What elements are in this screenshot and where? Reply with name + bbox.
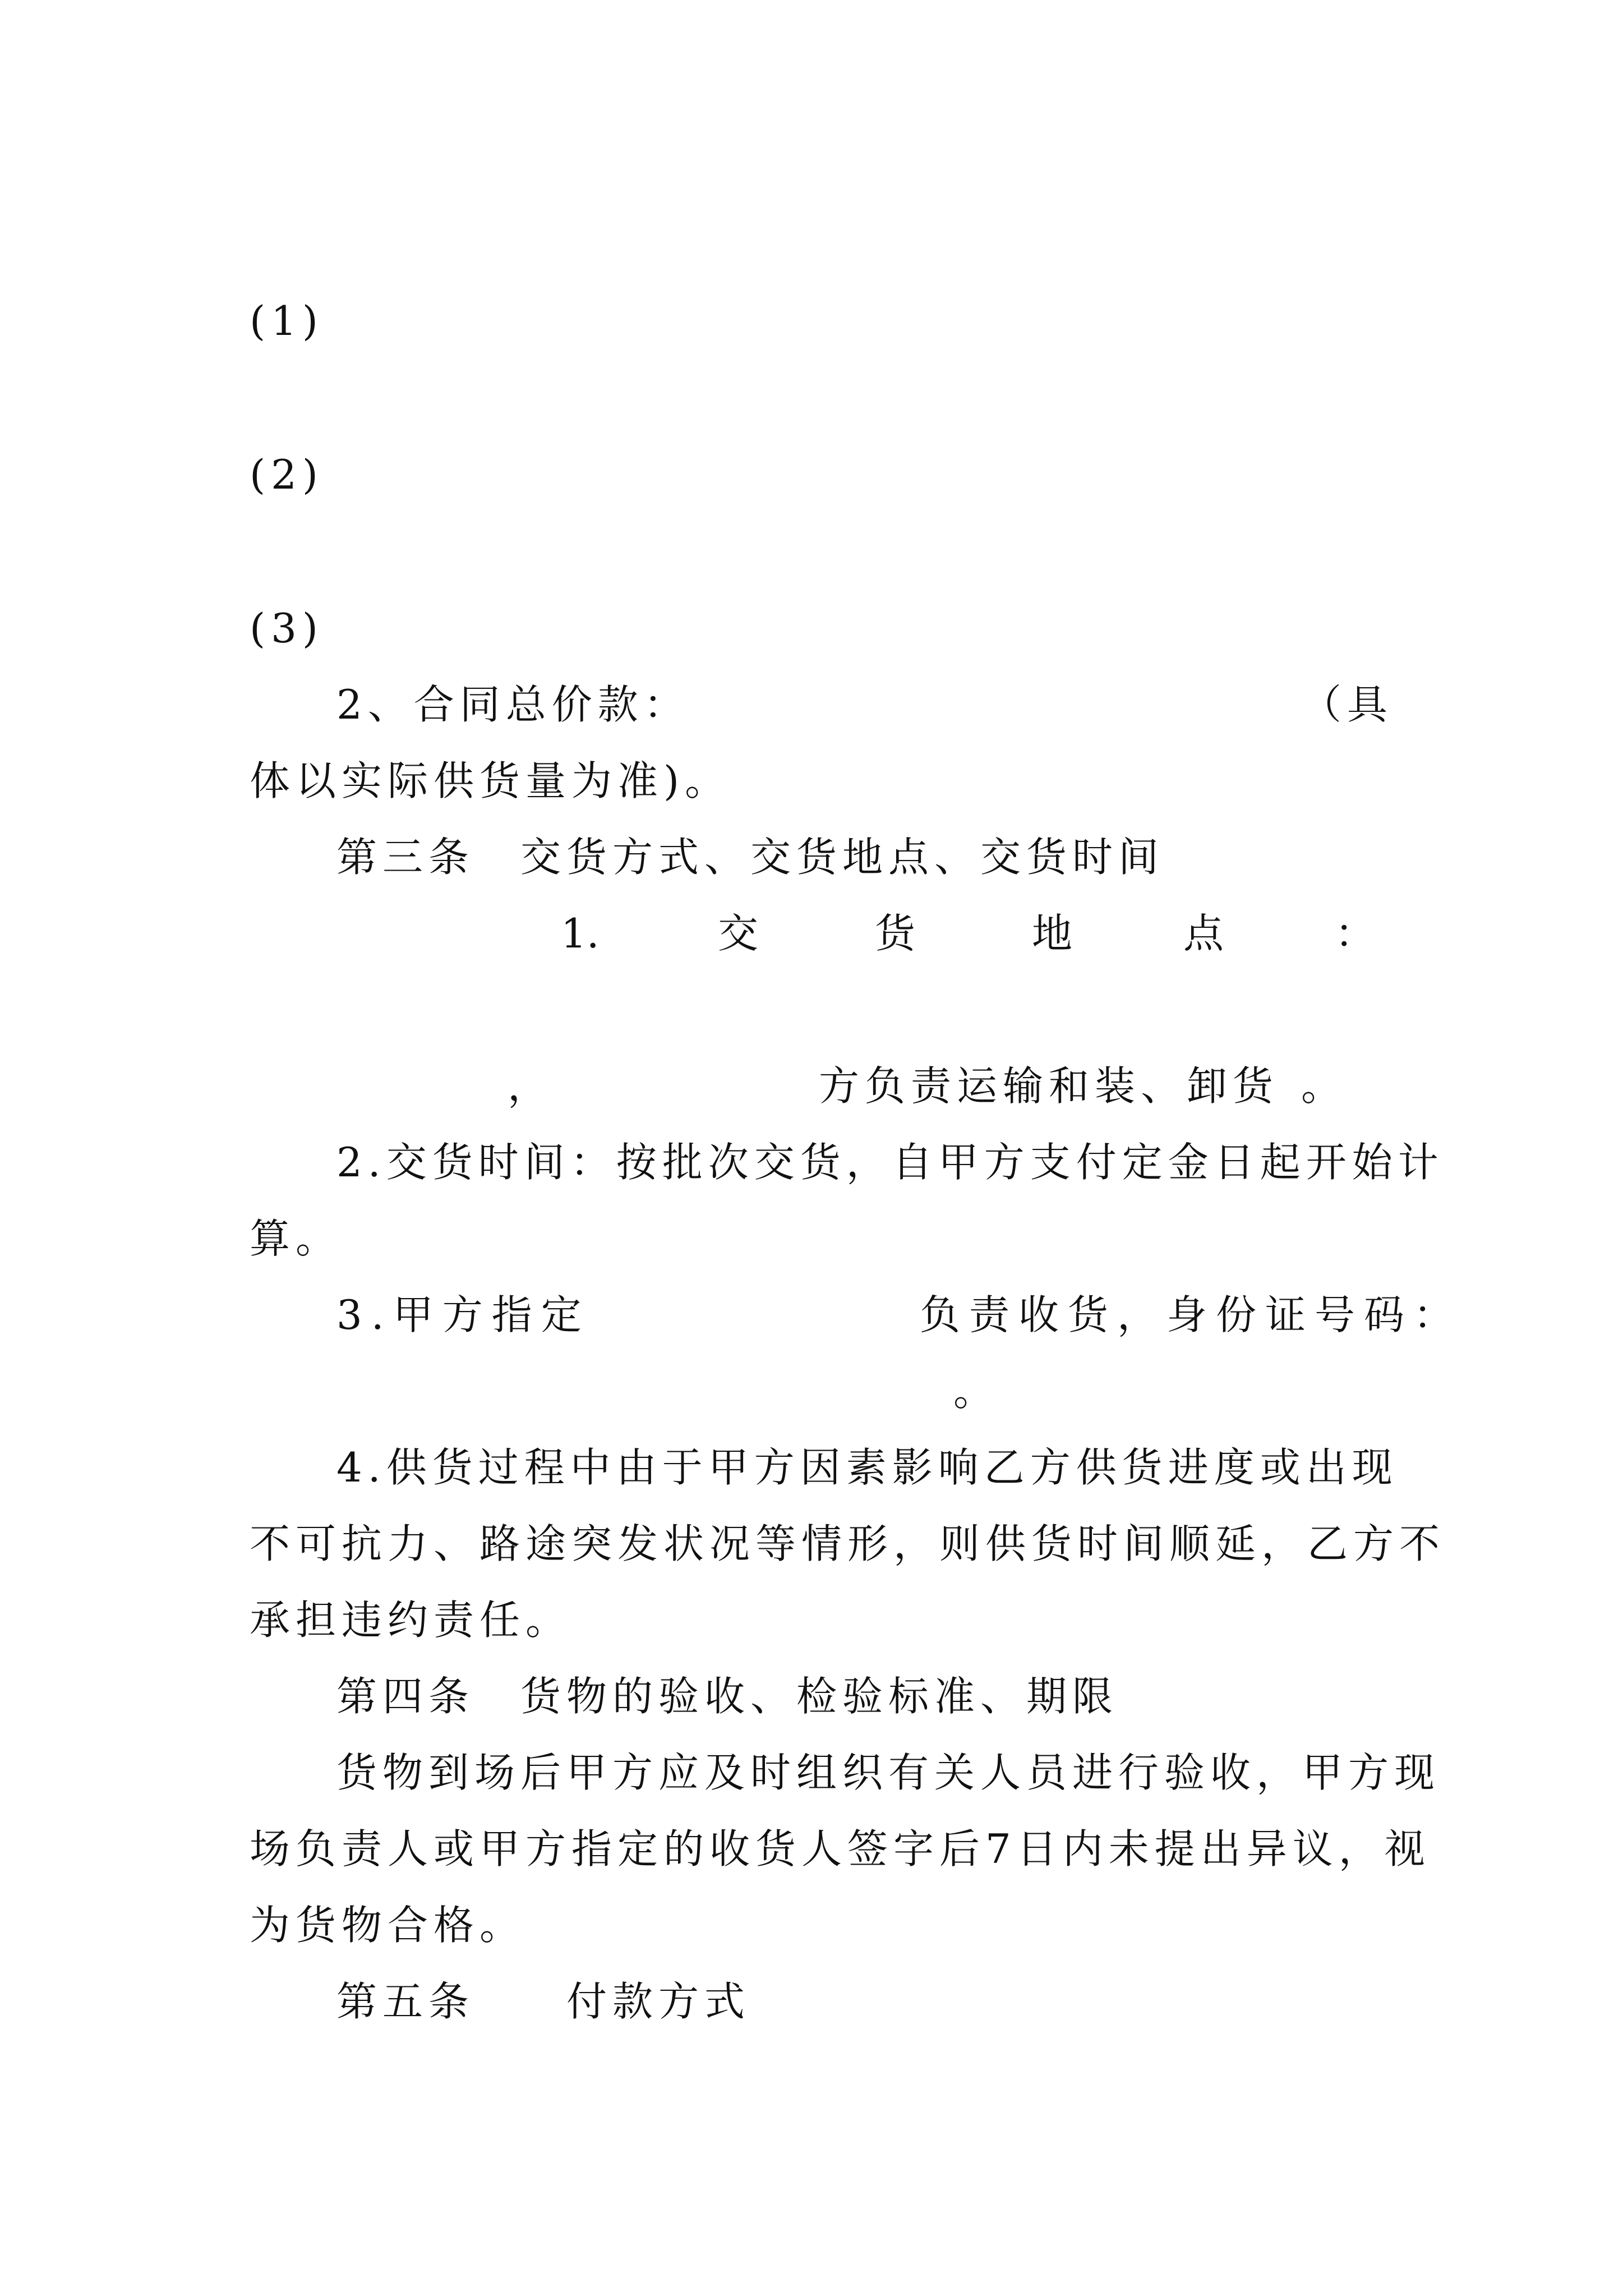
delivery-time-line-2: 算。 — [250, 1215, 342, 1262]
total-price-note: 体以实际供货量为准)。 — [250, 757, 731, 804]
delay-clause-line-1: 4.供货过程中由于甲方因素影响乙方供货进度或出现 — [336, 1444, 1398, 1491]
acceptance-line-2: 场负责人或甲方指定的收货人签字后7日内未提出异议，视 — [250, 1825, 1431, 1872]
delivery-place-char-1: 交 — [718, 910, 759, 957]
delivery-place-char-3: 地 — [1032, 910, 1073, 957]
delivery-place-num: 1. — [561, 910, 600, 957]
total-price-label: 2、合同总价款： — [336, 681, 690, 728]
article-5-heading: 第五条 付款方式 — [336, 1978, 751, 2025]
delivery-transport-text: 方负责运输和装、卸货 — [819, 1062, 1279, 1110]
delivery-place-char-4: 点 — [1183, 910, 1224, 957]
delivery-transport-end: 。 — [1301, 1062, 1348, 1110]
receiver-id-label: 负责收货，身份证号码： — [920, 1291, 1463, 1338]
delivery-place-char-2: 货 — [875, 910, 916, 957]
item-3: (3) — [250, 605, 324, 652]
receiver-id-end: 。 — [953, 1368, 1000, 1415]
delivery-comma: ， — [508, 1062, 554, 1110]
delivery-time-line-1: 2.交货时间：按批次交货，自甲方支付定金日起开始计 — [336, 1139, 1444, 1186]
delay-clause-line-3: 承担违约责任。 — [250, 1596, 572, 1644]
article-4-heading: 第四条 货物的验收、检验标准、期限 — [336, 1673, 1119, 1720]
item-2: (2) — [250, 451, 324, 498]
total-price-paren: （具 — [1301, 681, 1394, 728]
acceptance-line-1: 货物到场后甲方应及时组织有关人员进行验收，甲方现 — [336, 1749, 1441, 1796]
article-3-heading: 第三条 交货方式、交货地点、交货时间 — [336, 834, 1165, 881]
acceptance-line-3: 为货物合格。 — [250, 1902, 526, 1949]
delivery-place-colon: ： — [1335, 910, 1376, 957]
item-1: (1) — [250, 297, 324, 344]
delay-clause-line-2: 不可抗力、路途突发状况等情形，则供货时间顺延，乙方不 — [250, 1520, 1446, 1567]
receiver-designation: 3.甲方指定 — [336, 1291, 591, 1338]
